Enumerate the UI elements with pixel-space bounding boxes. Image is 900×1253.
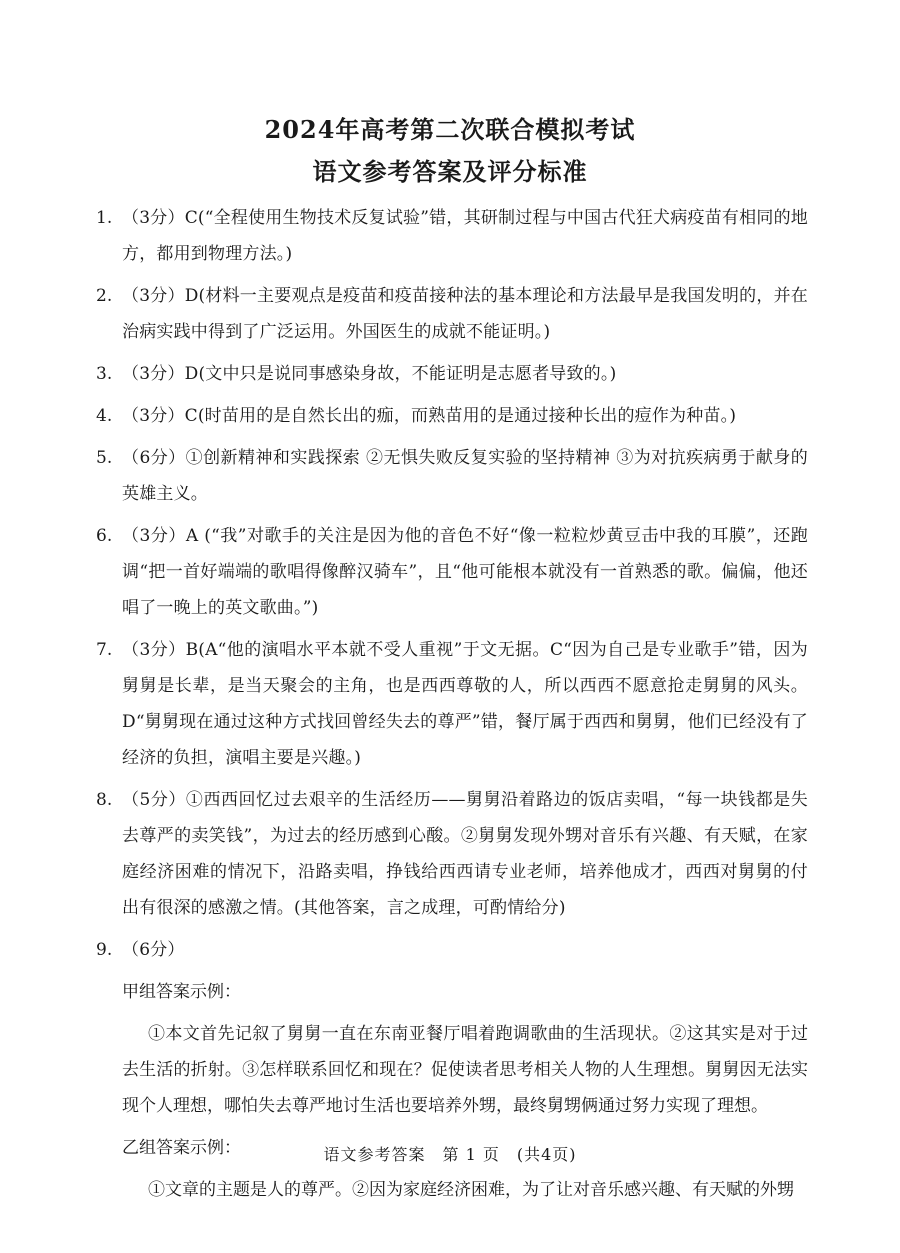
group-b-label: 乙组答案示例：	[122, 1138, 241, 1158]
answer-number: 4.	[96, 406, 113, 426]
answer-number: 2.	[96, 286, 113, 306]
answer-number: 9.	[96, 940, 113, 960]
answer-item-4	[96, 398, 808, 434]
group-a-answer	[96, 1016, 808, 1124]
answer-number: 3.	[96, 364, 113, 384]
answer-number: 7.	[96, 640, 113, 660]
group-b-text: ①文章的主题是人的尊严。②因为家庭经济困难，为了让对音乐感兴趣、有天赋的外甥	[148, 1180, 794, 1200]
answer-text: （3分）A (“我”对歌手的关注是因为他的音色不好“像一粒粒炒黄豆击中我的耳膜”，还跑调“把一首好端端的歌唱得像醉汉骑车”，且“他可能根本就没有一首熟悉的歌。偏偏，他还唱了一晚上的英文歌曲。”)	[122, 526, 808, 618]
page-title: 2024年高考第二次联合模拟考试	[264, 115, 636, 144]
group-a-text: ①本文首先记叙了舅舅一直在东南亚餐厅唱着跑调歌曲的生活现状。②这其实是对于过去生活的折射。③怎样联系回忆和现在？促使读者思考相关人物的人生理想。舅舅因无法实现个人理想，哪怕失去尊严地讨生活也要培养外甥，最终舅甥俩通过努力实现了理想。	[122, 1024, 808, 1116]
answer-number: 1.	[96, 208, 113, 228]
answer-item-3	[96, 356, 808, 392]
group-a-label: 甲组答案示例：	[122, 982, 241, 1002]
answer-text: （5分）①西西回忆过去艰辛的生活经历——舅舅沿着路边的饭店卖唱，“每一块钱都是失去尊严的卖笑钱”，为过去的经历感到心酸。②舅舅发现外甥对音乐有兴趣、有天赋，在家庭经济困难的情况下，沿路卖唱，挣钱给西西请专业老师，培养他成才，西西对舅舅的付出有很深的感激之情。(其他答案，言之成理，可酌情给分)	[122, 790, 808, 918]
answer-text: （6分）①创新精神和实践探索 ②无惧失败反复实验的坚持精神 ③为对抗疾病勇于献身的英雄主义。	[122, 448, 808, 504]
answer-number: 5.	[96, 448, 113, 468]
answer-text: （3分）B(A“他的演唱水平本就不受人重视”于文无据。C“因为自己是专业歌手”错，因为舅舅是长辈，是当天聚会的主角，也是西西尊敬的人，所以西西不愿意抢走舅舅的风头。D“舅舅现在通过这种方式找回曾经失去的尊严”错，餐厅属于西西和舅舅，他们已经没有了经济的负担，演唱主要是兴趣。)	[122, 640, 808, 768]
page-footer: 语文参考答案 第 1 页 (共4页)	[323, 1145, 577, 1164]
group-b-answer	[96, 1172, 808, 1208]
answer-number: 8.	[96, 790, 113, 810]
answer-item-7	[96, 632, 808, 776]
answer-item-1	[96, 200, 808, 272]
answer-item-2	[96, 278, 808, 350]
answer-item-9	[96, 932, 808, 968]
answer-number: 6.	[96, 526, 113, 546]
answer-text: （3分）C(“全程使用生物技术反复试验”错，其研制过程与中国古代狂犬病疫苗有相同的地方，都用到物理方法。)	[122, 208, 808, 264]
answer-text: （3分）D(材料一主要观点是疫苗和疫苗接种法的基本理论和方法最早是我国发明的，并在治病实践中得到了广泛运用。外国医生的成就不能证明。)	[122, 286, 808, 342]
answer-item-6	[96, 518, 808, 626]
answer-list	[96, 200, 808, 1214]
answer-text: （6分）	[122, 940, 185, 960]
answer-item-5	[96, 440, 808, 512]
answer-item-8	[96, 782, 808, 926]
page-subtitle: 语文参考答案及评分标准	[312, 157, 588, 186]
answer-text: （3分）C(时苗用的是自然长出的痂，而熟苗用的是通过接种长出的痘作为种苗。)	[122, 406, 737, 426]
answer-text: （3分）D(文中只是说同事感染身故，不能证明是志愿者导致的。)	[122, 364, 617, 384]
